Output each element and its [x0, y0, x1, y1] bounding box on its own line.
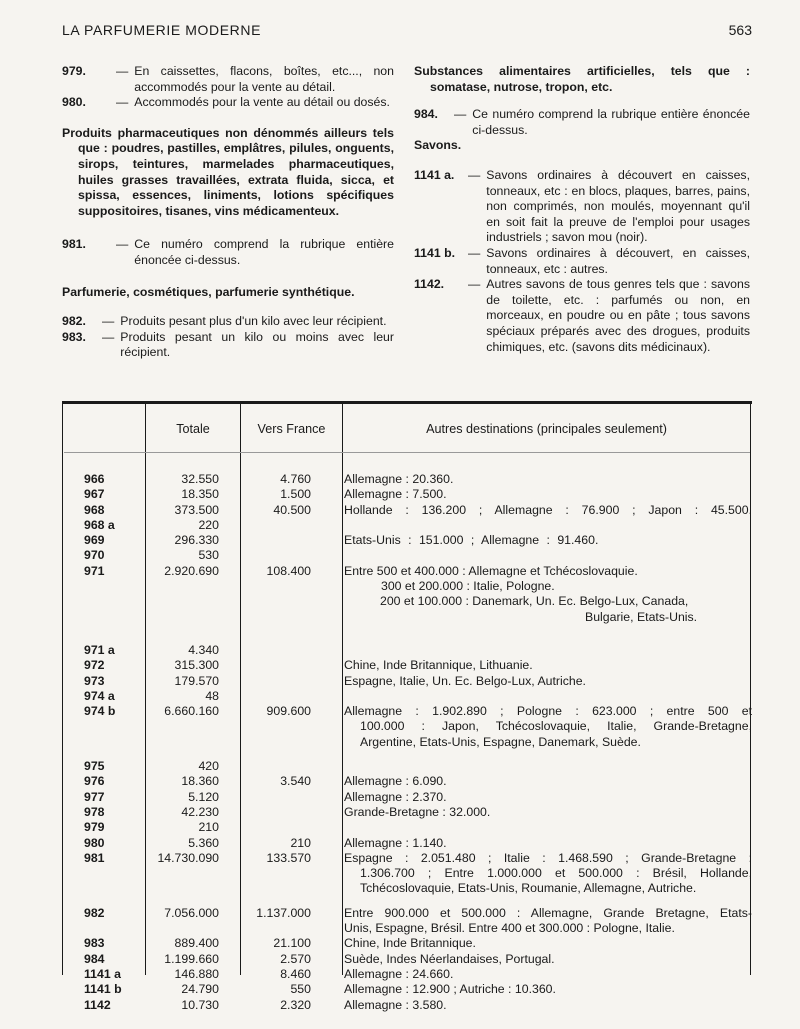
destination-line: Grande-Bretagne : 32.000.: [344, 804, 491, 819]
entry-dash: —: [468, 167, 481, 182]
row-code: 977: [84, 789, 105, 804]
table-row: [62, 503, 752, 518]
table-body: [62, 472, 752, 1013]
destination-line: 100.000 : Japon, Tchécoslovaquie, Italie, Grande-Bretagne,: [360, 719, 752, 734]
entry-text: Ce numéro comprend la rubrique entière énoncée ci-dessus.: [472, 107, 750, 137]
destination-line: Hollande : 136.200 ; Allemagne : 76.900 ; Japon : 45.500.: [344, 502, 752, 517]
row-destinations: [325, 704, 752, 750]
destination-line: Allemagne : 20.360.: [344, 472, 454, 486]
row-vers-france: 2.570: [280, 951, 311, 966]
destination-line: Bulgarie, Etats-Unis.: [585, 609, 698, 624]
table-row: [62, 967, 752, 982]
destination-line: Chine, Inde Britannique, Lithuanie.: [344, 658, 533, 673]
entry-1142: [414, 277, 750, 355]
table-row: [62, 548, 752, 563]
row-code: 1142: [84, 997, 111, 1012]
row-destinations: [325, 658, 752, 673]
row-code: 968 a: [84, 517, 115, 532]
row-total: 24.790: [181, 982, 219, 997]
entry-1141b: [414, 246, 750, 277]
entry-dash: —: [468, 277, 481, 292]
row-code: 982: [84, 905, 105, 920]
row-vers-france: 909.600: [266, 704, 311, 719]
row-code: 979: [84, 820, 105, 835]
table-row: [62, 790, 752, 805]
row-destinations: [325, 851, 752, 897]
row-destinations: [325, 503, 752, 518]
row-vers-france: 4.760: [280, 472, 311, 486]
entry-983: [62, 330, 394, 361]
table-row: [62, 952, 752, 967]
page-header: [62, 22, 752, 42]
row-destinations: [325, 982, 752, 997]
row-code: 971 a: [84, 642, 115, 657]
row-code: 974 a: [84, 688, 115, 703]
destination-line: Chine, Inde Britannique.: [344, 936, 476, 951]
entry-text: Accommodés pour la vente au détail ou dosés.: [134, 95, 390, 110]
entry-text: Savons ordinaires à découvert, en caisses, tonneaux, etc : autres.: [486, 245, 750, 276]
row-vers-france: 3.540: [280, 774, 311, 789]
row-destinations: [325, 674, 752, 689]
row-destinations: [325, 952, 752, 967]
row-code: 980: [84, 835, 105, 850]
table-row: [62, 820, 752, 835]
entry-number: 1142.: [414, 277, 445, 292]
destination-line: Etats-Unis : 151.000 ; Allemagne : 91.460.: [344, 533, 599, 548]
entry-text: Produits pesant plus d'un kilo avec leur récipient.: [120, 314, 387, 329]
row-total: 32.550: [181, 472, 219, 486]
table-row: [62, 805, 752, 820]
section-heading-parfumerie: Parfumerie, cosmétiques, parfumerie synthétique.: [62, 284, 355, 299]
section-heading-savons: Savons.: [414, 138, 462, 153]
table-row: [62, 774, 752, 789]
destination-line: Entre 900.000 et 500.000 : Allemagne, Grande Bretagne, Etats-: [344, 905, 752, 920]
row-destinations: [325, 836, 752, 851]
row-code: 983: [84, 936, 105, 951]
entry-984: [414, 107, 750, 138]
destination-line: Allemagne : 12.900 ; Autriche : 10.360.: [344, 982, 556, 997]
row-total: 5.120: [188, 789, 219, 804]
row-code: 975: [84, 759, 105, 774]
table-row: [62, 487, 752, 502]
row-destinations: [325, 998, 752, 1013]
row-total: 18.350: [181, 487, 219, 502]
entry-dash: —: [116, 237, 129, 252]
row-destinations: [325, 564, 752, 625]
page-number: 563: [728, 22, 752, 38]
row-total: 14.730.090: [157, 850, 219, 865]
destination-line: Allemagne : 1.902.890 ; Pologne : 623.000 ; entre 500 et: [344, 704, 752, 719]
row-code: 969: [84, 533, 105, 548]
destination-line: Allemagne : 2.370.: [344, 789, 447, 804]
entry-dash: —: [116, 64, 129, 78]
table-row: [62, 836, 752, 851]
running-title: LA PARFUMERIE MODERNE: [62, 22, 262, 38]
row-code: 966: [84, 472, 105, 486]
row-total: 18.360: [181, 774, 219, 789]
table-row: [62, 658, 752, 673]
destination-line: 300 et 200.000 : Italie, Pologne.: [381, 579, 555, 594]
row-code: 972: [84, 658, 105, 673]
destination-line: Suède, Indes Néerlandaises, Portugal.: [344, 951, 555, 966]
row-vers-france: 1.500: [280, 487, 311, 502]
table-row: [62, 906, 752, 937]
entry-dash: —: [116, 95, 129, 110]
row-destinations: [325, 805, 752, 820]
row-code: 973: [84, 673, 105, 688]
row-vers-france: 1.137.000: [256, 905, 311, 920]
row-total: 6.660.160: [164, 704, 219, 719]
row-total: 48: [205, 688, 219, 703]
destination-line: 200 et 100.000 : Danemark, Un. Ec. Belgo-Lux, Canada,: [380, 594, 689, 609]
row-total: 179.570: [174, 673, 219, 688]
column-header-destinations: Autres destinations (principales seulement): [426, 422, 667, 436]
row-total: 315.300: [174, 658, 219, 673]
table-row: [62, 518, 752, 533]
table-header-separator: [64, 452, 750, 453]
row-destinations: [325, 533, 752, 548]
entry-980: [62, 95, 394, 111]
entry-text: Autres savons de tous genres tels que : savons de toilette, etc. : parfumés ou non, en morceaux, en poudre ou en pâte ; tous savons spéciaux préparés avec des drogues, produits chimiques, etc. (savons dits médicinaux).: [486, 277, 750, 354]
row-vers-france: 2.320: [280, 997, 311, 1012]
row-destinations: [325, 774, 752, 789]
row-total: 4.340: [188, 642, 219, 657]
row-code: 968: [84, 502, 105, 517]
row-destinations: [325, 967, 752, 982]
table-row: [62, 982, 752, 997]
row-vers-france: 133.570: [266, 850, 311, 865]
row-total: 220: [198, 517, 219, 532]
row-code: 978: [84, 804, 105, 819]
row-vers-france: 40.500: [273, 502, 311, 517]
row-total: 146.880: [174, 966, 219, 981]
table-row: [62, 851, 752, 897]
row-code: 984: [84, 951, 105, 966]
row-vers-france: 8.460: [280, 966, 311, 981]
row-code: 1141 b: [84, 982, 122, 997]
row-vers-france: 210: [290, 835, 311, 850]
entry-1141a: [414, 168, 750, 246]
row-code: 1141 a: [84, 966, 121, 981]
row-code: 971: [84, 563, 105, 578]
column-header-france: Vers France: [257, 422, 326, 436]
entry-text: Produits pesant un kilo ou moins avec leur récipient.: [120, 329, 394, 360]
table-row: [62, 533, 752, 548]
row-code: 976: [84, 774, 105, 789]
destination-line: Allemagne : 3.580.: [344, 997, 447, 1012]
row-total: 5.360: [188, 835, 219, 850]
entry-number: 983.: [62, 329, 86, 344]
entry-981: [62, 237, 394, 268]
section-heading-substances: Substances alimentaires artificielles, tels que : somatase, nutrose, tropon, etc.: [414, 64, 750, 94]
table-row: [62, 998, 752, 1013]
row-destinations: [325, 472, 752, 487]
row-code: 981: [84, 850, 105, 865]
entry-number: 980.: [62, 95, 86, 110]
column-header-total: Totale: [176, 422, 210, 436]
table-row: [62, 936, 752, 951]
row-total: 42.230: [181, 804, 219, 819]
row-total: 889.400: [174, 936, 219, 951]
entry-979: [62, 64, 394, 95]
destination-line: Allemagne : 7.500.: [344, 487, 447, 502]
entry-number: 979.: [62, 64, 86, 78]
entry-number: 984.: [414, 107, 438, 122]
entry-text: En caissettes, flacons, boîtes, etc..., non accommodés pour la vente au détail.: [134, 64, 394, 94]
section-heading-pharmaceutical: Produits pharmaceutiques non dénommés ailleurs tels que : poudres, pastilles, emplâtres, pilules, onguents, sirops, teintures, marmelades pharmaceutiques, huiles grasses travaillées, extrata fluida, sicca, et spissa, essences, liniments, lotions spécifiques suppositoires, tisanes, vins médicamenteux.: [62, 125, 394, 218]
destination-line: Allemagne : 24.660.: [344, 966, 454, 981]
row-total: 420: [198, 759, 219, 774]
table-top-rule: [62, 401, 752, 404]
destination-line: Allemagne : 1.140.: [344, 835, 447, 850]
row-vers-france: 550: [290, 982, 311, 997]
row-destinations: [325, 936, 752, 951]
destination-line: Entre 500 et 400.000 : Allemagne et Tchécoslovaquie.: [344, 563, 638, 578]
row-code: 970: [84, 548, 105, 563]
entry-text: Savons ordinaires à découvert en caisses, tonneaux, etc : en blocs, plaques, barres, pains, non comprimés, non moulés, moyennant qu'il en soit fait la preuve de l'emploi pour usages industriels ; savon mou (noir).: [486, 167, 750, 245]
row-total: 210: [198, 820, 219, 835]
right-column: [414, 64, 750, 355]
entry-982: [62, 314, 394, 330]
row-total: 1.199.660: [164, 951, 219, 966]
entry-dash: —: [102, 329, 115, 344]
entry-dash: —: [454, 107, 467, 122]
row-code: 974 b: [84, 704, 116, 719]
destination-line: Espagne : 2.051.480 ; Italie : 1.468.590 ; Grande-Bretagne :: [344, 850, 752, 865]
row-total: 10.730: [181, 997, 219, 1012]
row-destinations: [325, 906, 752, 937]
row-total: 373.500: [174, 502, 219, 517]
table-row: [62, 759, 752, 774]
entry-text: Ce numéro comprend la rubrique entière énoncée ci-dessus.: [134, 237, 394, 267]
entry-dash: —: [102, 314, 115, 329]
row-total: 7.056.000: [164, 905, 219, 920]
destination-line: Allemagne : 6.090.: [344, 774, 447, 789]
entry-number: 1141 a.: [414, 167, 455, 182]
table-row: [62, 643, 752, 658]
row-vers-france: 21.100: [273, 936, 311, 951]
entry-number: 982.: [62, 314, 86, 329]
row-code: 967: [84, 487, 105, 502]
table-row: [62, 564, 752, 625]
destination-line: Argentine, Etats-Unis, Espagne, Danemark, Suède.: [360, 734, 641, 749]
destination-line: Unis, Espagne, Brésil. Entre 400 et 300.000 : Pologne, Italie.: [344, 921, 675, 936]
left-column: [62, 64, 394, 361]
entry-number: 1141 b.: [414, 245, 456, 260]
row-destinations: [325, 487, 752, 502]
entry-dash: —: [468, 245, 481, 260]
table-row: [62, 704, 752, 750]
destination-line: Tchécoslovaquie, Etats-Unis, Roumanie, Allemagne, Autriche.: [360, 881, 697, 896]
row-total: 2.920.690: [164, 563, 219, 578]
destination-line: Espagne, Italie, Un. Ec. Belgo-Lux, Autriche.: [344, 673, 586, 688]
table-row: [62, 472, 752, 487]
entry-number: 981.: [62, 237, 86, 252]
destination-line: 1.306.700 ; Entre 1.000.000 et 500.000 : Brésil, Hollande,: [360, 866, 752, 881]
row-vers-france: 108.400: [266, 563, 311, 578]
table-row: [62, 674, 752, 689]
row-total: 296.330: [174, 533, 219, 548]
table-row: [62, 689, 752, 704]
row-destinations: [325, 790, 752, 805]
row-total: 530: [198, 548, 219, 563]
